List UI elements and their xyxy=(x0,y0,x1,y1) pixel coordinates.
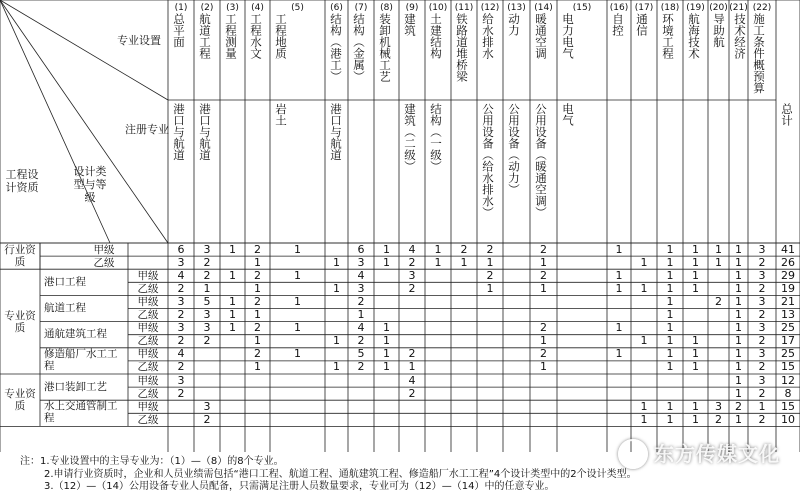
value-cell: 1 xyxy=(540,360,547,374)
column-specialty-name: 环境工程 xyxy=(661,13,675,59)
value-cell: 2 xyxy=(254,347,261,361)
grade-label: 甲级 xyxy=(137,269,159,282)
value-cell: 1 xyxy=(666,268,674,282)
value-cell: 4 xyxy=(177,268,185,282)
column-index: (10) xyxy=(428,3,448,13)
value-cell: 1 xyxy=(735,308,742,321)
grade-label: 乙级 xyxy=(137,361,159,374)
value-cell: 3 xyxy=(357,281,365,295)
value-cell: 3 xyxy=(408,268,416,282)
grade-label: 乙级 xyxy=(137,387,159,400)
value-cell: 3 xyxy=(177,321,185,335)
value-cell: 1 xyxy=(254,308,261,321)
value-cell: 1 xyxy=(294,347,301,361)
column-specialty-name: 装卸机械工艺 xyxy=(378,13,392,82)
column-specialty-name: 总平面 xyxy=(172,13,186,48)
total-cell: 15 xyxy=(781,399,795,413)
value-cell: 2 xyxy=(715,412,722,426)
value-cell: 1 xyxy=(666,321,674,335)
value-cell: 4 xyxy=(177,347,185,361)
qualification-group-label: 行业资质 xyxy=(4,244,36,269)
value-cell: 2 xyxy=(177,360,185,374)
value-cell: 2 xyxy=(177,308,185,321)
value-cell: 1 xyxy=(615,268,623,282)
value-cell: 1 xyxy=(692,399,699,413)
column-specialty-name: 航道工程 xyxy=(198,13,212,59)
value-cell: 1 xyxy=(692,281,699,295)
column-index: (13) xyxy=(507,3,526,13)
value-cell: 2 xyxy=(758,334,766,348)
column-specialty-name: 结构（金属） xyxy=(352,13,366,82)
column-index: (20) xyxy=(709,3,728,13)
value-cell: 2 xyxy=(758,360,766,374)
value-cell: 1 xyxy=(666,347,674,361)
watermark-logo-icon xyxy=(618,439,648,469)
value-cell: 3 xyxy=(758,347,766,361)
value-cell: 1 xyxy=(666,242,674,256)
value-cell: 2 xyxy=(408,347,416,361)
column-index: (9) xyxy=(405,3,419,13)
value-cell: 1 xyxy=(692,268,699,282)
value-cell: 1 xyxy=(692,412,699,426)
column-index: (15) xyxy=(572,3,592,13)
value-cell: 1 xyxy=(640,399,648,413)
design-type-text: 设计类型与等级 xyxy=(73,165,107,204)
value-cell: 1 xyxy=(540,255,547,269)
note-3: 3.（12）—（14）公用设备专业人员配备，只需满足注册人员数量要求，专业可为（12）—（14）中的任意专业。 xyxy=(44,481,555,492)
total-cell: 29 xyxy=(781,268,795,282)
value-cell: 1 xyxy=(666,334,674,348)
qualification-group-label: 专业资质 xyxy=(4,388,36,413)
industry-grade-label: 甲级 xyxy=(93,243,115,256)
value-cell: 1 xyxy=(735,334,742,348)
column-registered-specialty: 港口与航道 xyxy=(329,103,343,161)
note-1: 注：1.专业设置中的主导专业为：（1）—（8）的8个专业。 xyxy=(20,456,284,467)
value-cell: 1 xyxy=(640,334,648,348)
value-cell: 1 xyxy=(540,281,547,295)
value-cell: 1 xyxy=(692,347,699,361)
value-cell: 3 xyxy=(177,373,185,387)
total-cell: 21 xyxy=(781,294,795,308)
design-type-label: 通航建筑工程 xyxy=(44,328,107,341)
value-cell: 1 xyxy=(692,360,699,374)
value-cell: 1 xyxy=(254,281,261,295)
value-cell: 4 xyxy=(357,321,365,335)
value-cell: 1 xyxy=(758,399,766,413)
value-cell: 2 xyxy=(486,242,494,256)
value-cell: 1 xyxy=(357,308,365,321)
value-cell: 2 xyxy=(540,268,547,282)
grade-label: 乙级 xyxy=(137,413,159,426)
column-specialty-name: 工程地质 xyxy=(274,13,288,59)
value-cell: 2 xyxy=(758,281,766,295)
column-index: (3) xyxy=(226,3,239,13)
column-index: (7) xyxy=(354,3,368,13)
value-cell: 4 xyxy=(408,373,416,387)
value-cell: 2 xyxy=(758,412,766,426)
value-cell: 1 xyxy=(666,399,674,413)
value-cell: 1 xyxy=(692,334,699,348)
value-cell: 1 xyxy=(333,255,340,269)
value-cell: 2 xyxy=(203,412,211,426)
value-cell: 1 xyxy=(735,373,742,387)
column-specialty-name: 铁路道堆桥梁 xyxy=(455,13,469,82)
column-index: (6) xyxy=(330,3,343,13)
value-cell: 1 xyxy=(692,255,699,269)
value-cell: 1 xyxy=(615,347,623,361)
column-registered-specialty: 电气 xyxy=(561,103,575,126)
grade-label: 乙级 xyxy=(137,309,159,321)
value-cell: 2 xyxy=(254,242,261,256)
value-cell: 3 xyxy=(203,399,211,413)
value-cell: 3 xyxy=(758,242,766,256)
value-cell: 1 xyxy=(383,334,390,348)
value-cell: 1 xyxy=(254,334,261,348)
value-cell: 5 xyxy=(357,347,365,361)
value-cell: 3 xyxy=(758,268,766,282)
value-cell: 1 xyxy=(333,281,340,295)
grade-label: 甲级 xyxy=(137,322,159,335)
value-cell: 2 xyxy=(540,242,547,256)
design-type-label: 水上交通管制工程 xyxy=(44,400,118,425)
value-cell: 1 xyxy=(333,360,340,374)
value-cell: 1 xyxy=(383,360,390,374)
value-cell: 3 xyxy=(177,255,185,269)
value-cell: 1 xyxy=(666,294,674,308)
table-notes xyxy=(20,456,637,494)
value-cell: 3 xyxy=(203,321,211,335)
column-registered-specialty: 公用设备（暖通空调） xyxy=(534,103,548,218)
column-index: (21) xyxy=(729,3,748,13)
value-cell: 1 xyxy=(254,255,261,269)
total-cell: 25 xyxy=(781,321,795,335)
value-cell: 1 xyxy=(666,281,674,295)
column-index: (12) xyxy=(480,3,500,13)
design-type-label: 修造船厂水工工程 xyxy=(44,347,118,372)
grid-line xyxy=(0,0,110,243)
value-cell: 2 xyxy=(540,321,547,335)
value-cell: 1 xyxy=(615,281,623,295)
value-cell: 2 xyxy=(177,334,185,348)
value-cell: 1 xyxy=(735,347,742,361)
value-cell: 1 xyxy=(540,334,547,348)
value-cell: 1 xyxy=(715,255,722,269)
column-index: (19) xyxy=(686,3,705,13)
column-registered-specialty: 港口与航道 xyxy=(172,103,186,161)
value-cell: 2 xyxy=(254,321,261,335)
value-cell: 2 xyxy=(460,242,468,256)
value-cell: 4 xyxy=(357,268,365,282)
value-cell: 2 xyxy=(486,268,494,282)
column-registered-specialty: 岩土 xyxy=(274,103,288,126)
value-cell: 3 xyxy=(357,255,365,269)
column-index: (2) xyxy=(200,3,214,13)
total-cell: 19 xyxy=(781,281,795,295)
value-cell: 2 xyxy=(254,268,261,282)
total-cell: 15 xyxy=(781,360,795,374)
value-cell: 2 xyxy=(203,268,211,282)
column-specialty-name: 暖通空调 xyxy=(534,13,548,59)
column-specialty-name: 动力 xyxy=(507,13,521,36)
total-cell: 26 xyxy=(781,255,795,269)
value-cell: 1 xyxy=(254,360,261,374)
value-cell: 1 xyxy=(408,360,416,374)
column-specialty-name: 自控 xyxy=(611,13,625,36)
value-cell: 1 xyxy=(486,281,494,295)
value-cell: 1 xyxy=(229,294,236,308)
value-cell: 2 xyxy=(203,255,211,269)
column-registered-specialty: 建筑（二级） xyxy=(403,103,417,172)
value-cell: 1 xyxy=(666,308,674,321)
qualification-group-label: 专业资质 xyxy=(4,309,36,334)
column-index: (18) xyxy=(660,3,680,13)
value-cell: 1 xyxy=(735,386,742,400)
value-cell: 5 xyxy=(203,294,211,308)
header-qualification xyxy=(5,168,39,194)
value-cell: 3 xyxy=(177,294,185,308)
column-registered-specialty: 公用设备（动力） xyxy=(507,103,521,195)
value-cell: 1 xyxy=(615,321,623,335)
total-cell: 12 xyxy=(781,373,795,387)
value-cell: 1 xyxy=(640,255,648,269)
value-cell: 2 xyxy=(177,386,185,400)
value-cell: 2 xyxy=(203,334,211,348)
value-cell: 1 xyxy=(735,242,742,256)
column-index: (1) xyxy=(174,3,188,13)
column-index: (22) xyxy=(752,3,772,13)
value-cell: 1 xyxy=(735,294,742,308)
total-cell: 8 xyxy=(784,386,792,400)
header-registered-specialty xyxy=(125,123,169,137)
value-cell: 2 xyxy=(177,281,185,295)
column-specialty-name: 工程测量 xyxy=(224,13,238,59)
value-cell: 1 xyxy=(229,242,236,256)
total-cell: 17 xyxy=(781,334,795,348)
value-cell: 2 xyxy=(758,255,766,269)
column-index: (17) xyxy=(634,3,654,13)
industry-grade-label: 乙级 xyxy=(93,256,115,269)
value-cell: 1 xyxy=(294,321,301,335)
design-type-label: 港口装卸工艺 xyxy=(44,380,107,393)
value-cell: 1 xyxy=(666,255,674,269)
column-index: (5) xyxy=(291,3,304,13)
value-cell: 6 xyxy=(357,242,365,256)
value-cell: 1 xyxy=(294,242,301,256)
watermark-text: 东方传媒文化 xyxy=(654,442,780,466)
header-design-type xyxy=(70,165,110,204)
design-type-label: 港口工程 xyxy=(44,275,86,288)
column-index: (14) xyxy=(534,3,553,13)
value-cell: 2 xyxy=(715,294,722,308)
value-cell: 1 xyxy=(229,321,236,335)
column-specialty-name: 电力电气 xyxy=(561,13,575,59)
value-cell: 2 xyxy=(758,386,766,400)
value-cell: 1 xyxy=(294,294,301,308)
value-cell: 3 xyxy=(758,321,766,335)
column-specialty-name: 通信 xyxy=(635,13,649,36)
registered-specialty-text: 注册专业 xyxy=(125,123,169,136)
value-cell: 1 xyxy=(735,412,742,426)
total-cell: 41 xyxy=(781,242,795,256)
value-cell: 1 xyxy=(666,360,674,374)
column-registered-specialty: 结构（一级） xyxy=(429,103,443,172)
value-cell: 1 xyxy=(383,321,390,335)
total-cell: 25 xyxy=(781,347,795,361)
grade-label: 甲级 xyxy=(137,400,159,413)
column-index: (4) xyxy=(251,3,264,13)
value-cell: 1 xyxy=(735,281,742,295)
value-cell: 1 xyxy=(229,268,236,282)
total-column-header: 总计 xyxy=(780,103,794,126)
value-cell: 2 xyxy=(254,294,261,308)
value-cell: 1 xyxy=(333,334,340,348)
value-cell: 1 xyxy=(203,281,211,295)
value-cell: 1 xyxy=(434,242,442,256)
value-cell: 1 xyxy=(434,255,442,269)
value-cell: 1 xyxy=(735,360,742,374)
value-cell: 1 xyxy=(735,321,742,335)
value-cell: 1 xyxy=(615,242,623,256)
value-cell: 3 xyxy=(203,242,211,256)
value-cell: 2 xyxy=(357,334,365,348)
grade-label: 甲级 xyxy=(137,295,159,308)
qualification-text: 工程设计资质 xyxy=(5,168,39,194)
value-cell: 1 xyxy=(229,308,236,321)
note-2: 2.申请行业资质时，企业和人员业绩需包括“港口工程、航道工程、通航建筑工程、修造船厂水工工程”4个设计类型中的2个设计类型。 xyxy=(44,468,637,480)
value-cell: 2 xyxy=(408,386,416,400)
design-type-label: 航道工程 xyxy=(44,301,86,314)
value-cell: 1 xyxy=(486,255,494,269)
value-cell: 1 xyxy=(666,412,674,426)
value-cell: 1 xyxy=(383,347,390,361)
column-index: (8) xyxy=(380,3,393,13)
value-cell: 2 xyxy=(540,347,547,361)
column-specialty-name: 技术经济 xyxy=(733,13,747,59)
grade-label: 甲级 xyxy=(137,374,159,387)
column-specialty-name: 建筑 xyxy=(403,13,417,36)
grid-line xyxy=(0,0,168,100)
column-registered-specialty: 港口与航道 xyxy=(198,103,212,161)
grade-label: 乙级 xyxy=(137,282,159,295)
column-specialty-name: 工程水文 xyxy=(249,13,263,59)
value-cell: 6 xyxy=(177,242,185,256)
value-cell: 3 xyxy=(203,308,211,321)
value-cell: 1 xyxy=(294,268,301,282)
total-cell: 13 xyxy=(781,308,795,321)
value-cell: 1 xyxy=(735,268,742,282)
value-cell: 2 xyxy=(408,281,416,295)
value-cell: 2 xyxy=(408,255,416,269)
column-index: (16) xyxy=(609,3,629,13)
value-cell: 2 xyxy=(735,399,742,413)
value-cell: 2 xyxy=(357,294,365,308)
value-cell: 3 xyxy=(758,294,766,308)
column-registered-specialty: 公用设备（给水排水） xyxy=(481,103,495,218)
total-cell: 10 xyxy=(781,412,795,426)
grade-label: 乙级 xyxy=(137,335,159,348)
column-index: (11) xyxy=(454,3,474,13)
value-cell: 1 xyxy=(715,242,722,256)
header-specialty-setting: 专业设置 xyxy=(117,34,161,47)
value-cell: 1 xyxy=(640,412,648,426)
value-cell: 4 xyxy=(408,242,416,256)
column-specialty-name: 导助航 xyxy=(712,13,726,48)
value-cell: 1 xyxy=(383,255,390,269)
value-cell: 1 xyxy=(640,281,648,295)
column-specialty-name: 土建结构 xyxy=(429,13,443,59)
value-cell: 1 xyxy=(460,255,468,269)
value-cell: 2 xyxy=(357,360,365,374)
value-cell: 2 xyxy=(758,308,766,321)
value-cell: 3 xyxy=(758,373,766,387)
column-specialty-name: 给水排水 xyxy=(481,13,495,59)
column-specialty-name: 航海技术 xyxy=(687,13,701,59)
grade-label: 甲级 xyxy=(137,348,159,361)
column-specialty-name: 施工条件概预算 xyxy=(752,13,766,94)
value-cell: 1 xyxy=(692,242,699,256)
column-specialty-name: 结构（港工） xyxy=(329,13,343,82)
value-cell: 1 xyxy=(383,242,390,256)
value-cell: 1 xyxy=(735,255,742,269)
value-cell: 3 xyxy=(715,399,722,413)
